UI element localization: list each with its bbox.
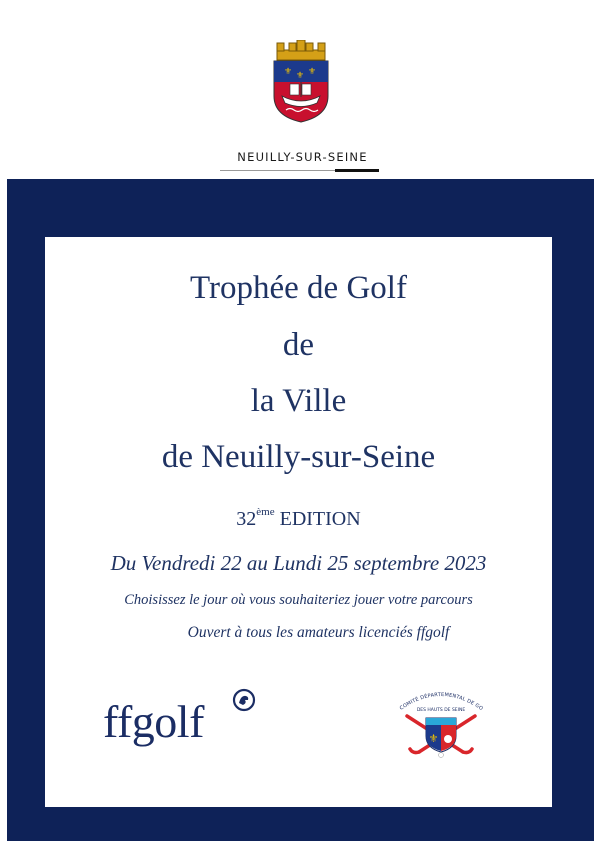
- open-to-note: Ouvert à tous les amateurs licenciés ffgolf: [187, 624, 450, 641]
- edition-suffix: ème: [256, 506, 275, 518]
- city-underline-accent: [335, 169, 379, 172]
- title-line-1: Trophée de Golf: [190, 270, 407, 306]
- title-line-4: de Neuilly-sur-Seine: [161, 439, 436, 475]
- edition-label: [45, 508, 552, 531]
- event-dates: Du Vendredi 22 au Lundi 25 septembre 2023: [110, 551, 487, 575]
- city-name: NEUILLY-SUR-SEINE: [237, 150, 368, 164]
- svg-text:⚜: ⚜: [428, 732, 439, 745]
- edition-word: EDITION: [279, 508, 361, 530]
- ffgolf-logo: [103, 688, 263, 758]
- title-line-2: de: [282, 327, 315, 363]
- edition-number: 32: [236, 508, 257, 530]
- choose-day-note: Choisissez le jour où vous souhaiteriez jouer votre parcours: [124, 592, 473, 608]
- city-coat-of-arms-icon: [268, 40, 334, 124]
- title-line-3: la Ville: [250, 383, 347, 419]
- svg-text:⚜: ⚜: [308, 67, 317, 77]
- svg-text:⚜: ⚜: [284, 67, 293, 77]
- ffgolf-wordmark: ffgolf: [103, 696, 204, 747]
- svg-text:COMITÉ DÉPARTEMENTAL DE GOLF: COMITÉ DÉPARTEMENTAL DE GO: [398, 691, 484, 713]
- svg-text:⚜: ⚜: [296, 71, 305, 81]
- comite-golf-hauts-de-seine-icon: [393, 684, 489, 758]
- city-underline: [220, 170, 335, 171]
- svg-text:DES HAUTS DE SEINE: DES HAUTS DE SEINE: [416, 708, 466, 713]
- rooster-icon: [232, 688, 256, 712]
